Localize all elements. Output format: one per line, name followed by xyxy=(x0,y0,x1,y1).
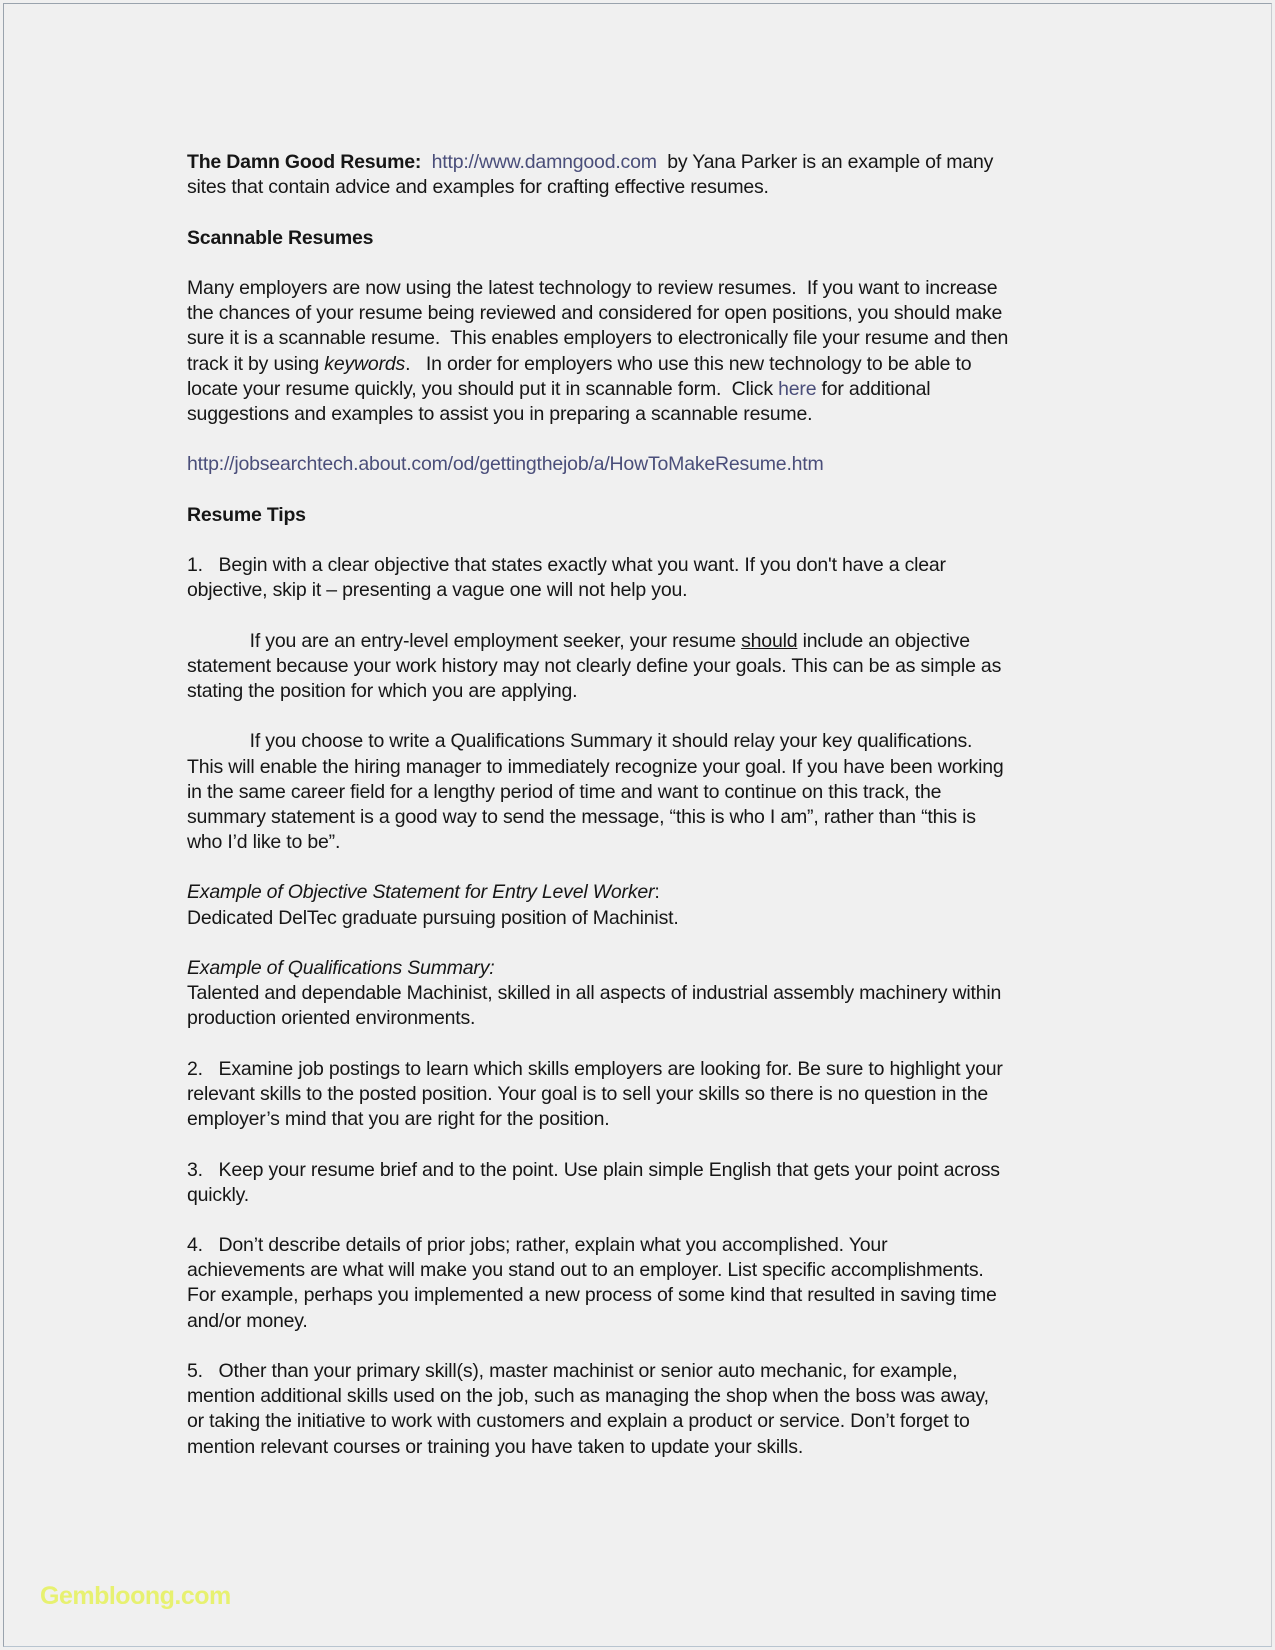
text-line xyxy=(187,1258,1107,1283)
tip-2 xyxy=(187,1057,1107,1133)
text-segment: Many employers are now using the latest technology to review resumes. If you want to increase xyxy=(187,276,998,299)
tip-5 xyxy=(187,1359,1107,1460)
text-segment: statement because your work history may not clearly define your goals. This can be as simple as xyxy=(187,654,1002,677)
text-line xyxy=(187,1409,1107,1434)
text-line xyxy=(187,1283,1107,1308)
text-line xyxy=(187,175,1107,200)
text-segment: for additional xyxy=(816,377,931,400)
text-line xyxy=(187,150,1107,175)
italic-text: keywords xyxy=(324,352,406,375)
heading-scannable-resumes xyxy=(187,226,1107,251)
text-segment: If you are an entry-level employment seeker, your resume xyxy=(187,629,742,652)
text-line xyxy=(187,226,1107,251)
document-body xyxy=(187,150,1107,1485)
text-line xyxy=(187,830,1107,855)
text-segment: in the same career field for a lengthy period of time and want to continue on this track, the xyxy=(187,780,942,803)
text-line xyxy=(187,578,1107,603)
text-segment: mention additional skills used on the job, such as managing the shop when the boss was away, xyxy=(187,1385,989,1408)
text-segment: by Yana Parker is an example of many xyxy=(656,151,994,173)
text-segment: employer’s mind that you are right for the position. xyxy=(187,1108,610,1131)
scannable-paragraph xyxy=(187,276,1107,427)
text-segment: If you choose to write a Qualifications Summary it should relay your key qualifications. xyxy=(187,730,973,753)
text-line xyxy=(187,956,1107,981)
text-segment: production oriented environments. xyxy=(187,1007,476,1030)
heading-resume-tips xyxy=(187,503,1107,528)
text-line xyxy=(187,981,1107,1006)
text-line xyxy=(187,654,1107,679)
qualifications-paragraph xyxy=(187,729,1107,855)
objective-example xyxy=(187,880,1107,930)
entry-level-paragraph xyxy=(187,629,1107,705)
text-line xyxy=(187,1183,1107,1208)
text-line xyxy=(187,1057,1107,1082)
text-line xyxy=(187,276,1107,301)
tip-4 xyxy=(187,1233,1107,1334)
italic-text: Example of Qualifications Summary: xyxy=(187,957,495,979)
text-line xyxy=(187,301,1107,326)
text-segment xyxy=(421,151,431,173)
text-line xyxy=(187,352,1107,377)
text-line xyxy=(187,452,1107,477)
hyperlink[interactable]: http://jobsearchtech.about.com/od/gettingthejob/a/HowToMakeResume.htm xyxy=(187,453,824,476)
underlined-text: should xyxy=(741,629,798,652)
bold-text: Resume Tips xyxy=(187,503,306,526)
text-segment: locate your resume quickly, you should put it in scannable form. Click xyxy=(187,377,779,400)
text-segment: and/or money. xyxy=(187,1309,308,1332)
text-segment: achievements are what will make you stand out to an employer. List specific accomplishments. xyxy=(187,1259,984,1282)
qualifications-example xyxy=(187,956,1107,1032)
text-line xyxy=(187,880,1107,905)
text-line xyxy=(187,377,1107,402)
text-line xyxy=(187,326,1107,351)
text-segment: 5. Other than your primary skill(s), master machinist or senior auto mechanic, for example, xyxy=(187,1360,958,1382)
intro-paragraph xyxy=(187,150,1107,200)
bold-text: The Damn Good Resume: xyxy=(187,151,422,173)
text-segment: sure it is a scannable resume. This enables employers to electronically file your resume and then xyxy=(187,327,1009,350)
text-line xyxy=(187,402,1107,427)
text-segment: quickly. xyxy=(187,1183,249,1206)
text-segment: stating the position for which you are applying. xyxy=(187,679,578,702)
text-line xyxy=(187,1309,1107,1334)
tip-1 xyxy=(187,553,1107,603)
text-segment: sites that contain advice and examples for crafting effective resumes. xyxy=(187,176,769,199)
bold-text: Scannable Resumes xyxy=(187,226,374,249)
text-segment: track it by using xyxy=(187,352,325,375)
text-segment: 4. Don’t describe details of prior jobs; rather, explain what you accomplished. Your xyxy=(187,1234,888,1257)
text-line xyxy=(187,906,1107,931)
text-segment: This will enable the hiring manager to immediately recognize your goal. If you have been working xyxy=(187,755,1004,778)
text-segment: Talented and dependable Machinist, skilled in all aspects of industrial assembly machinery within xyxy=(187,982,1002,1005)
text-line xyxy=(187,629,1107,654)
hyperlink[interactable]: here xyxy=(778,377,817,400)
text-line xyxy=(187,1158,1107,1183)
text-segment: Dedicated DelTec graduate pursuing position of Machinist. xyxy=(187,906,679,929)
text-line xyxy=(187,755,1107,780)
text-segment: . In order for employers who use this new technology to be able to xyxy=(405,352,972,375)
tip-3 xyxy=(187,1158,1107,1208)
text-segment: For example, perhaps you implemented a new process of some kind that resulted in saving time xyxy=(187,1284,997,1307)
italic-text: Example of Objective Statement for Entry Level Worker xyxy=(187,881,655,904)
text-line xyxy=(187,1082,1107,1107)
text-line xyxy=(187,780,1107,805)
text-segment: : xyxy=(654,881,660,904)
text-segment: include an objective xyxy=(797,629,970,652)
text-segment: or taking the initiative to work with customers and explain a product or service. Don’t forget to xyxy=(187,1410,970,1433)
text-line xyxy=(187,1233,1107,1258)
text-line xyxy=(187,553,1107,578)
text-segment: the chances of your resume being reviewed and considered for open positions, you should make xyxy=(187,302,1003,325)
text-line xyxy=(187,1384,1107,1409)
watermark-logo: Gembloong.com xyxy=(40,1582,231,1610)
hyperlink[interactable]: http://www.damngood.com xyxy=(431,151,657,173)
text-segment: 3. Keep your resume brief and to the point. Use plain simple English that gets your point across xyxy=(187,1158,1000,1181)
text-line xyxy=(187,1359,1107,1384)
text-segment: summary statement is a good way to send the message, “this is who I am”, rather than “this is xyxy=(187,805,976,828)
text-line xyxy=(187,679,1107,704)
url-paragraph xyxy=(187,452,1107,477)
text-line xyxy=(187,1107,1107,1132)
text-line xyxy=(187,1006,1107,1031)
text-segment: objective, skip it – presenting a vague one will not help you. xyxy=(187,579,688,602)
text-line xyxy=(187,729,1107,754)
text-segment: relevant skills to the posted position. Your goal is to sell your skills so there is no question in the xyxy=(187,1082,989,1105)
text-segment: suggestions and examples to assist you in preparing a scannable resume. xyxy=(187,402,813,425)
text-segment: 2. Examine job postings to learn which skills employers are looking for. Be sure to highlight your xyxy=(187,1057,1003,1080)
text-segment: mention relevant courses or training you have taken to update your skills. xyxy=(187,1435,804,1458)
text-line xyxy=(187,805,1107,830)
text-segment: who I’d like to be”. xyxy=(187,831,341,854)
text-line xyxy=(187,503,1107,528)
text-line xyxy=(187,1435,1107,1460)
text-segment: 1. Begin with a clear objective that states exactly what you want. If you don't have a clear xyxy=(187,554,946,576)
